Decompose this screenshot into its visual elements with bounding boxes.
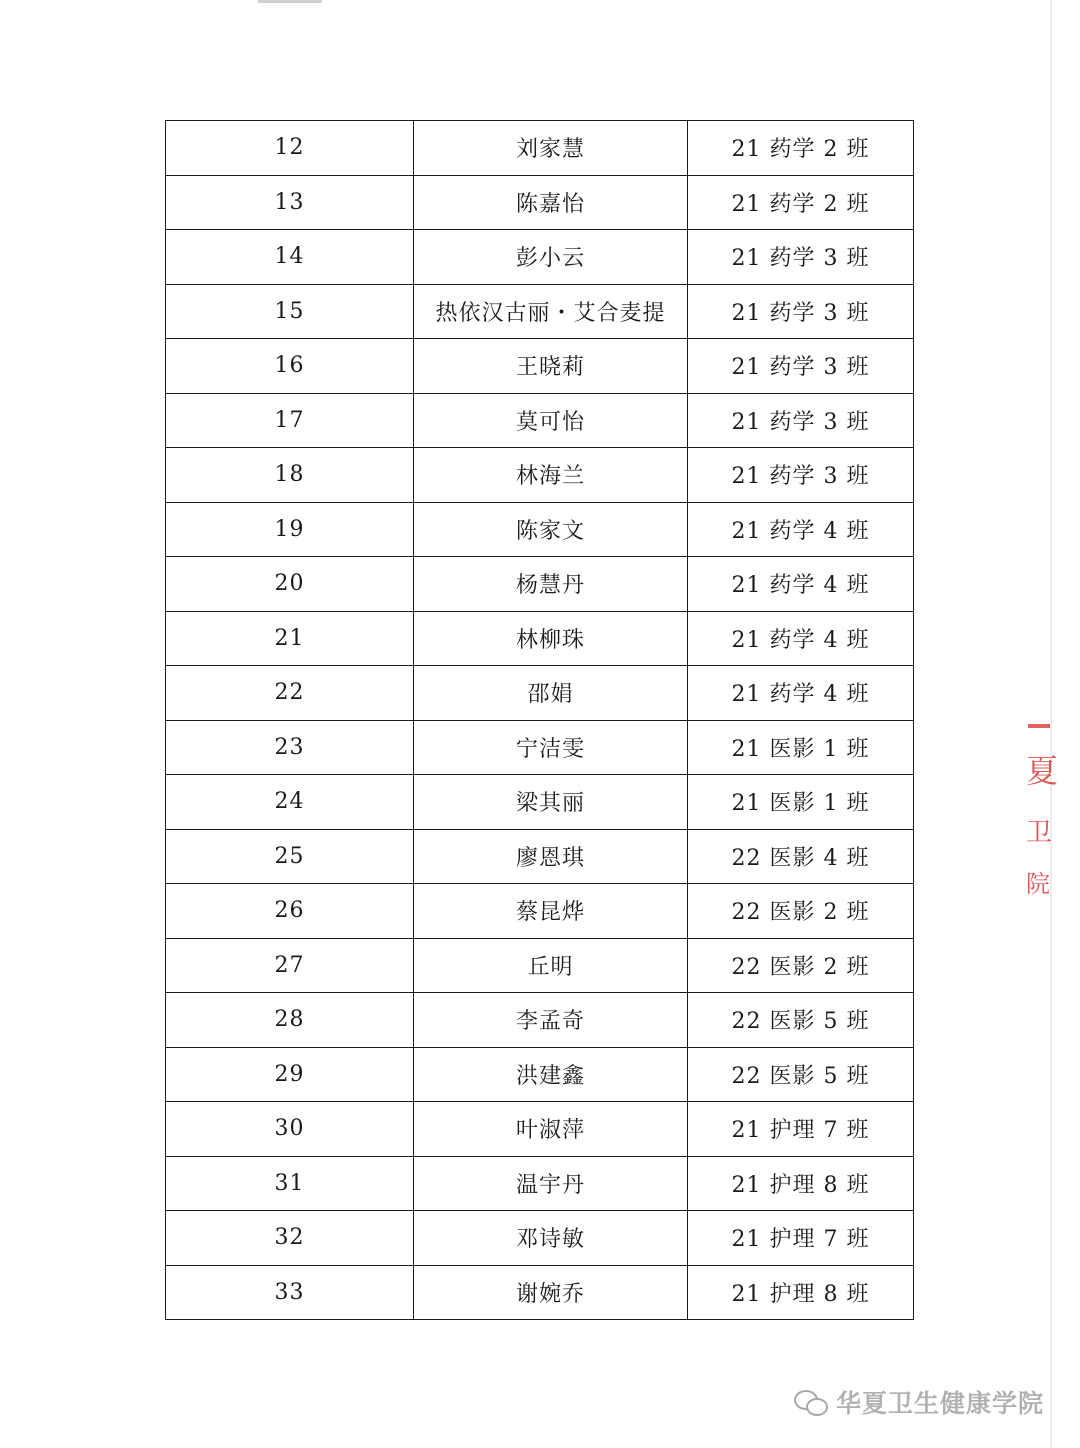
student-name-cell: 彭小云 [414,230,688,285]
table-row [166,448,914,503]
student-name-cell: 陈家文 [414,502,688,557]
class-name-cell: 21 药学 3 班 [688,230,914,285]
table-row [166,993,914,1048]
row-number-cell: 17 [166,393,414,448]
seal-char: 夏 [1026,752,1059,790]
row-number-cell: 24 [166,775,414,830]
class-name-cell: 22 医影 5 班 [688,993,914,1048]
row-number-cell: 18 [166,448,414,503]
student-name-cell: 莫可怡 [414,393,688,448]
student-name-cell: 梁其丽 [414,775,688,830]
row-number-cell: 20 [166,557,414,612]
student-name-cell: 温宇丹 [414,1156,688,1211]
class-name-cell: 21 药学 3 班 [688,448,914,503]
class-name-cell: 22 医影 2 班 [688,938,914,993]
class-name-cell: 21 护理 8 班 [688,1156,914,1211]
class-name-cell: 21 药学 2 班 [688,175,914,230]
class-name-cell: 22 医影 5 班 [688,1047,914,1102]
class-name-cell: 21 药学 2 班 [688,121,914,176]
class-name-cell: 21 药学 3 班 [688,393,914,448]
class-name-cell: 22 医影 4 班 [688,829,914,884]
table-row [166,339,914,394]
row-number-cell: 27 [166,938,414,993]
student-name-cell: 邓诗敏 [414,1211,688,1266]
row-number-cell: 33 [166,1265,414,1320]
class-name-cell: 21 药学 4 班 [688,611,914,666]
row-number-cell: 32 [166,1211,414,1266]
class-name-cell: 21 药学 4 班 [688,502,914,557]
row-number-cell: 25 [166,829,414,884]
student-name-cell: 廖恩琪 [414,829,688,884]
seal-edge [1028,724,1050,728]
student-name-cell: 宁洁雯 [414,720,688,775]
table-row [166,938,914,993]
page-edge-line [1050,0,1052,1448]
student-name-cell: 谢婉乔 [414,1265,688,1320]
table-row [166,1102,914,1157]
student-name-cell: 叶淑萍 [414,1102,688,1157]
table-row [166,1265,914,1320]
student-name-cell: 丘明 [414,938,688,993]
student-name-cell: 刘家慧 [414,121,688,176]
red-seal-stamp [1024,718,1059,928]
class-name-cell: 21 护理 7 班 [688,1211,914,1266]
table-row [166,1047,914,1102]
table-row [166,666,914,721]
row-number-cell: 31 [166,1156,414,1211]
student-name-cell: 陈嘉怡 [414,175,688,230]
class-name-cell: 21 护理 7 班 [688,1102,914,1157]
class-name-cell: 21 药学 3 班 [688,284,914,339]
row-number-cell: 29 [166,1047,414,1102]
student-list-table [165,120,914,1320]
row-number-cell: 30 [166,1102,414,1157]
row-number-cell: 13 [166,175,414,230]
row-number-cell: 26 [166,884,414,939]
table-row [166,175,914,230]
table-row [166,121,914,176]
table-row [166,393,914,448]
student-name-cell: 李孟奇 [414,993,688,1048]
class-name-cell: 21 药学 4 班 [688,666,914,721]
class-name-cell: 21 医影 1 班 [688,720,914,775]
seal-char: 卫 [1026,818,1053,848]
student-name-cell: 邵娟 [414,666,688,721]
row-number-cell: 22 [166,666,414,721]
seal-char: 院 [1026,870,1050,898]
table-row [166,230,914,285]
row-number-cell: 28 [166,993,414,1048]
row-number-cell: 23 [166,720,414,775]
table-row [166,557,914,612]
student-name-cell: 洪建鑫 [414,1047,688,1102]
table-row [166,829,914,884]
row-number-cell: 19 [166,502,414,557]
table-row [166,775,914,830]
student-name-cell: 热依汉古丽・艾合麦提 [414,284,688,339]
student-name-cell: 杨慧丹 [414,557,688,612]
student-name-cell: 蔡昆烨 [414,884,688,939]
class-name-cell: 21 医影 1 班 [688,775,914,830]
table-row [166,720,914,775]
class-name-cell: 21 药学 3 班 [688,339,914,394]
student-name-cell: 林柳珠 [414,611,688,666]
row-number-cell: 14 [166,230,414,285]
class-name-cell: 21 药学 4 班 [688,557,914,612]
row-number-cell: 21 [166,611,414,666]
wechat-icon [794,1388,828,1416]
row-number-cell: 15 [166,284,414,339]
row-number-cell: 12 [166,121,414,176]
page-top-mark [258,0,322,3]
table-row [166,284,914,339]
table-body [166,121,914,1320]
student-name-cell: 林海兰 [414,448,688,503]
watermark-text: 华夏卫生健康学院 [835,1389,1044,1418]
table-row [166,1156,914,1211]
class-name-cell: 21 护理 8 班 [688,1265,914,1320]
table-row [166,1211,914,1266]
class-name-cell: 22 医影 2 班 [688,884,914,939]
table-row [166,884,914,939]
row-number-cell: 16 [166,339,414,394]
wechat-watermark [794,1384,1044,1420]
table-row [166,502,914,557]
student-name-cell: 王晓莉 [414,339,688,394]
table-row [166,611,914,666]
